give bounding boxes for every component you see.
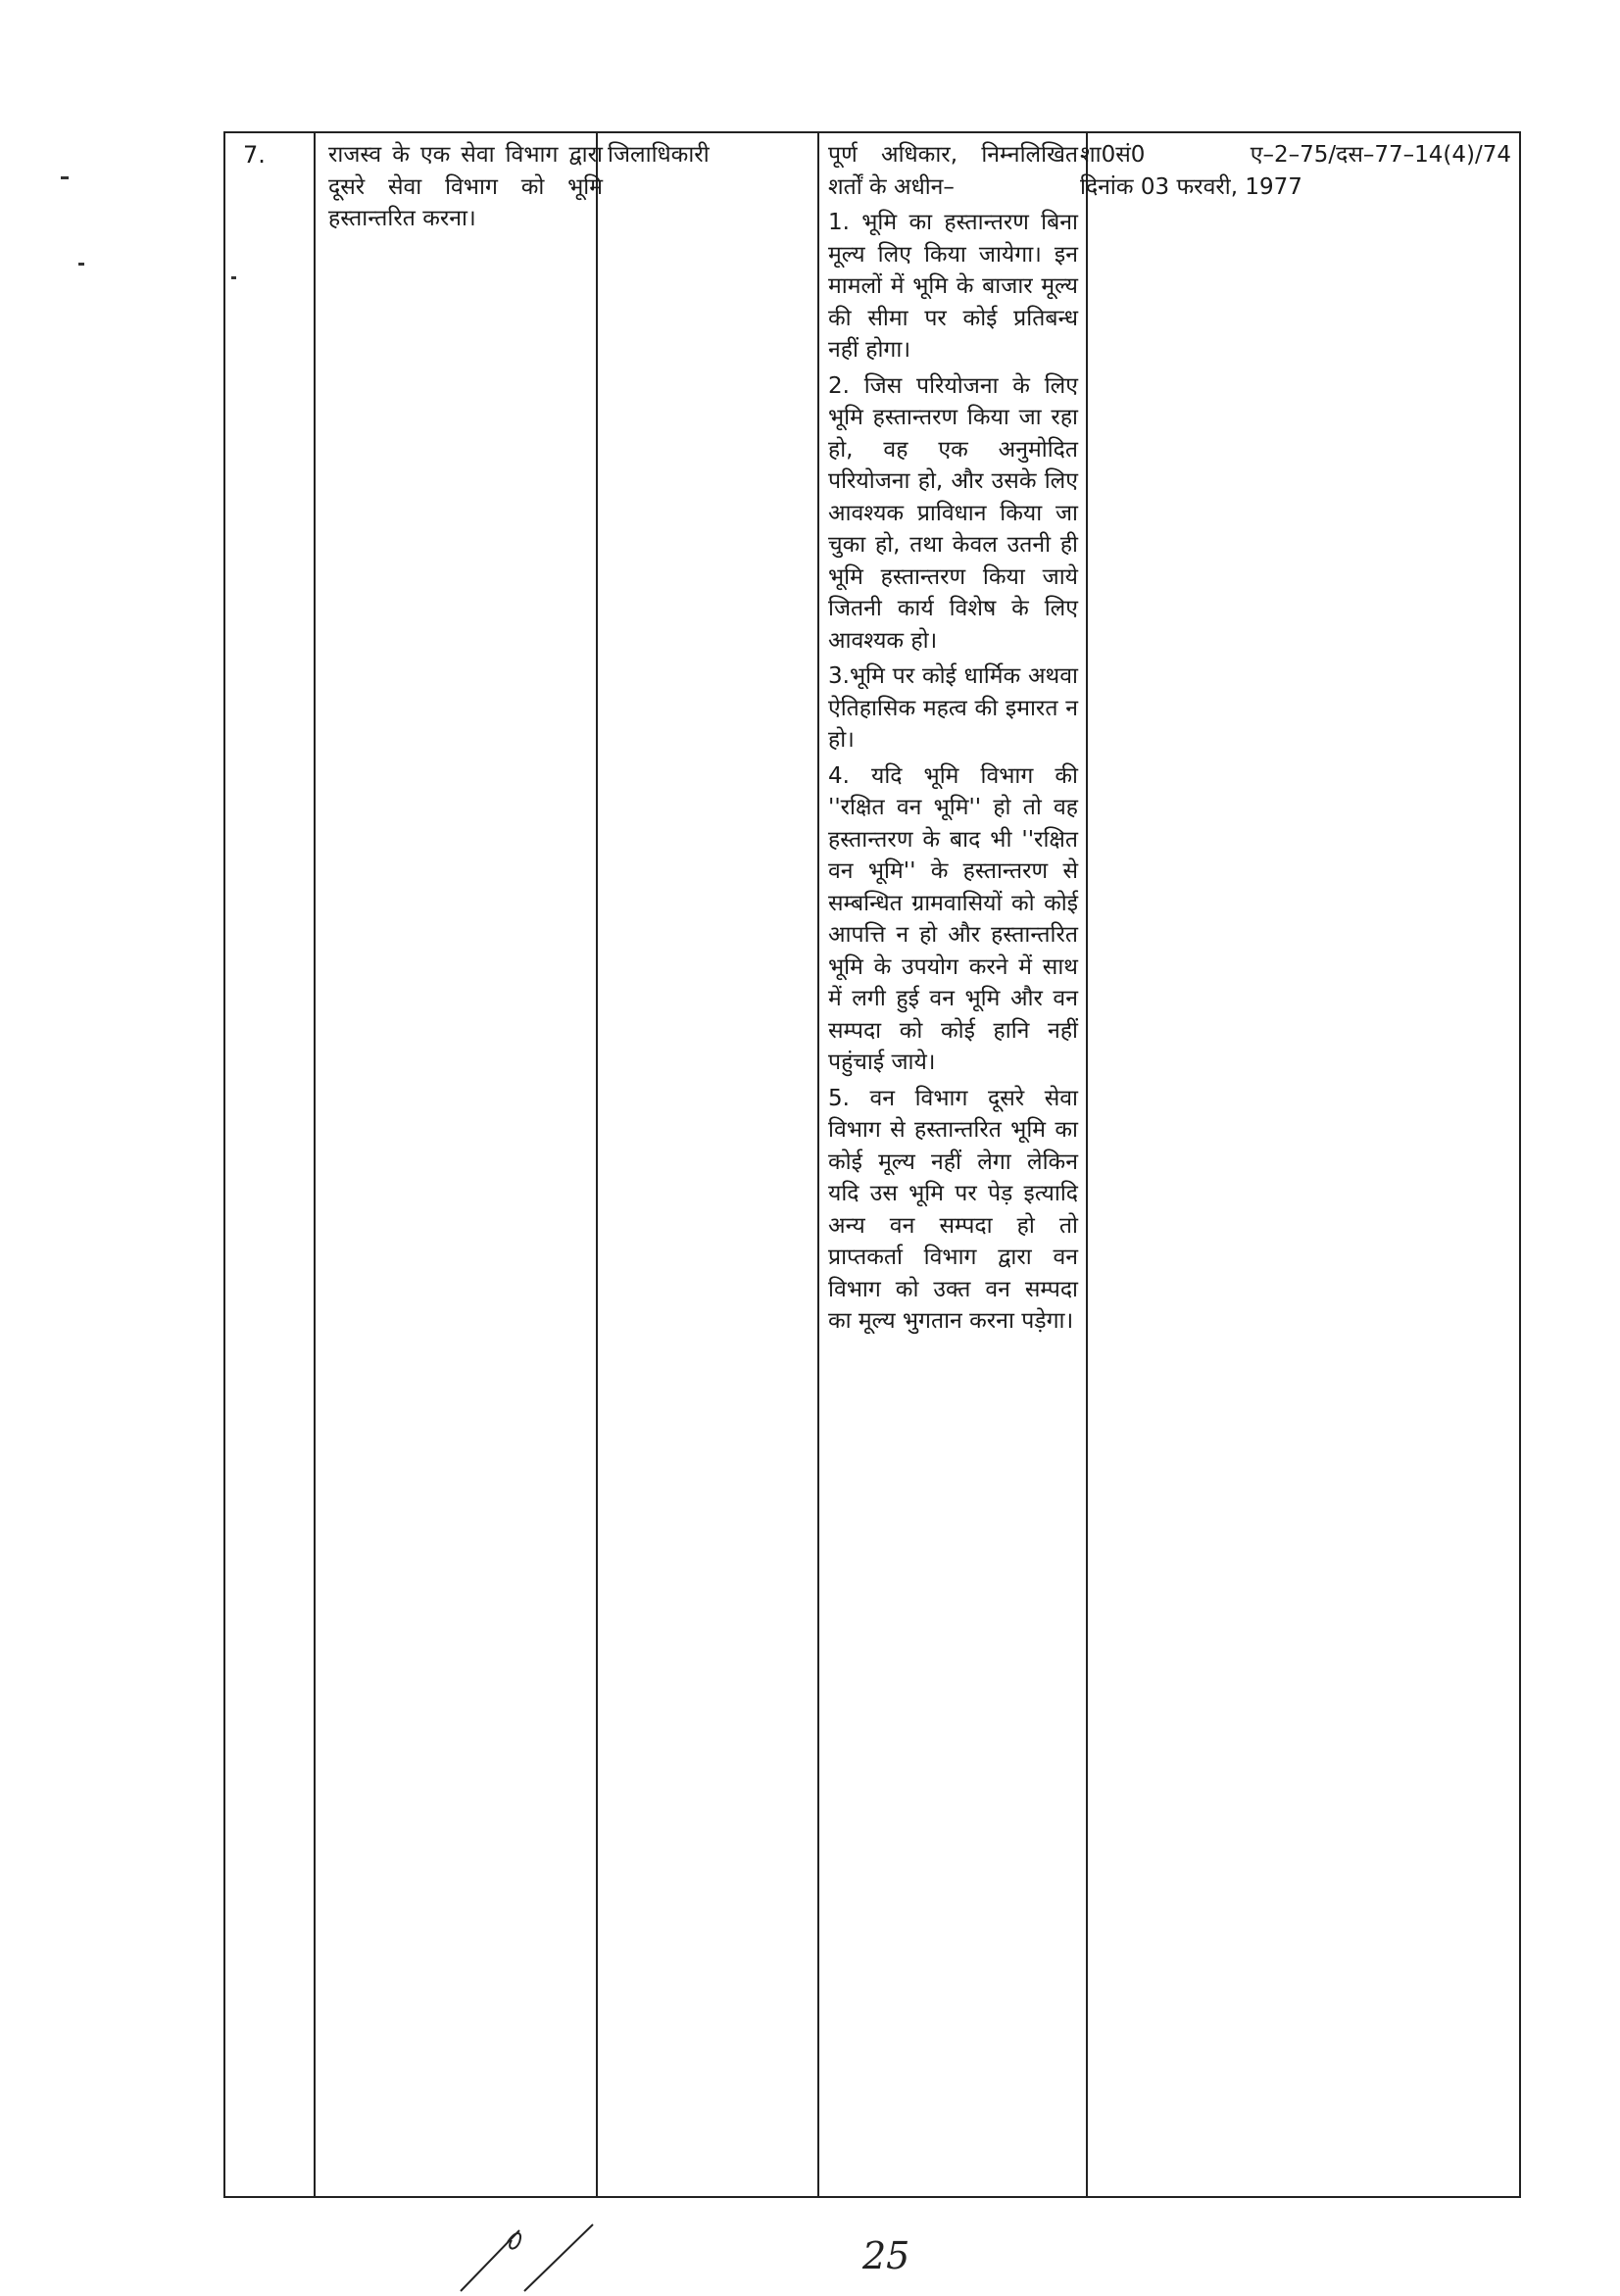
handwritten-initials [451,2223,617,2292]
condition-2: 2. जिस परियोजना के लिए भूमि हस्तान्तरण किया जा रहा हो, वह एक अनुमोदित परियोजना हो, और उसके लिए आवश्यक प्राविधान किया जा चुका हो, तथा केवल उतनी ही भूमि हस्तान्तरण किया जाये जितनी कार्य विशेष के लिए आवश्यक हो। [828,372,1078,654]
scan-mark [231,276,236,279]
condition-4: 4. यदि भूमि विभाग की ''रक्षित वन भूमि'' हो तो वह हस्तान्तरण के बाद भी ''रक्षित वन भूमि'' के हस्तान्तरण से सम्बन्धित ग्रामवासियों को कोई आपत्ति न हो और हस्तान्तरित भूमि के उपयोग करने में साथ में लगी हुई वन भूमि और वन सम्पदा को कोई हानि नहीं पहुंचाई जाये। [828,762,1078,1075]
column-divider [596,133,598,2196]
serial-number: 7. [243,141,266,169]
column-divider [1086,133,1088,2196]
scan-mark [78,263,84,266]
powers-intro: पूर्ण अधिकार, निम्नलिखित शर्तों के अधीन– [828,142,1078,200]
condition-3: 3.भूमि पर कोई धार्मिक अथवा ऐतिहासिक महत्व की इमारत न हो। [828,663,1078,753]
order-prefix: शा0सं0 [1080,142,1146,168]
column-divider [817,133,819,2196]
authority-cell: जिलाधिकारी [608,142,710,168]
order-number-line [1080,139,1511,171]
column-divider [314,133,316,2196]
condition-5: 5. वन विभाग दूसरे सेवा विभाग से हस्तान्तरित भूमि का कोई मूल्य नहीं लेगा लेकिन यदि उस भूमि पर पेड़ इत्यादि अन्य वन सम्पदा हो तो प्राप्तकर्ता विभाग द्वारा वन विभाग को उक्त वन सम्पदा का मूल्य भुगतान करना पड़ेगा। [828,1085,1078,1334]
order-table [223,131,1521,2198]
subject-cell: राजस्व के एक सेवा विभाग द्वारा दूसरे सेवा विभाग को भूमि हस्तान्तरित करना। [328,142,603,231]
order-date: दिनांक 03 फरवरी, 1977 [1080,173,1302,200]
condition-1: 1. भूमि का हस्तान्तरण बिना मूल्य लिए किया जायेगा। इन मामलों में भूमि के बाजार मूल्य की सीमा पर कोई प्रतिबन्ध नहीं होगा। [828,210,1078,363]
powers-cell [828,139,1078,1342]
order-number: ए–2–75/दस–77–14(4)/74 [1250,142,1511,168]
government-order-cell [1080,139,1511,203]
page-number: 25 [862,2234,910,2277]
scan-mark [61,176,69,179]
